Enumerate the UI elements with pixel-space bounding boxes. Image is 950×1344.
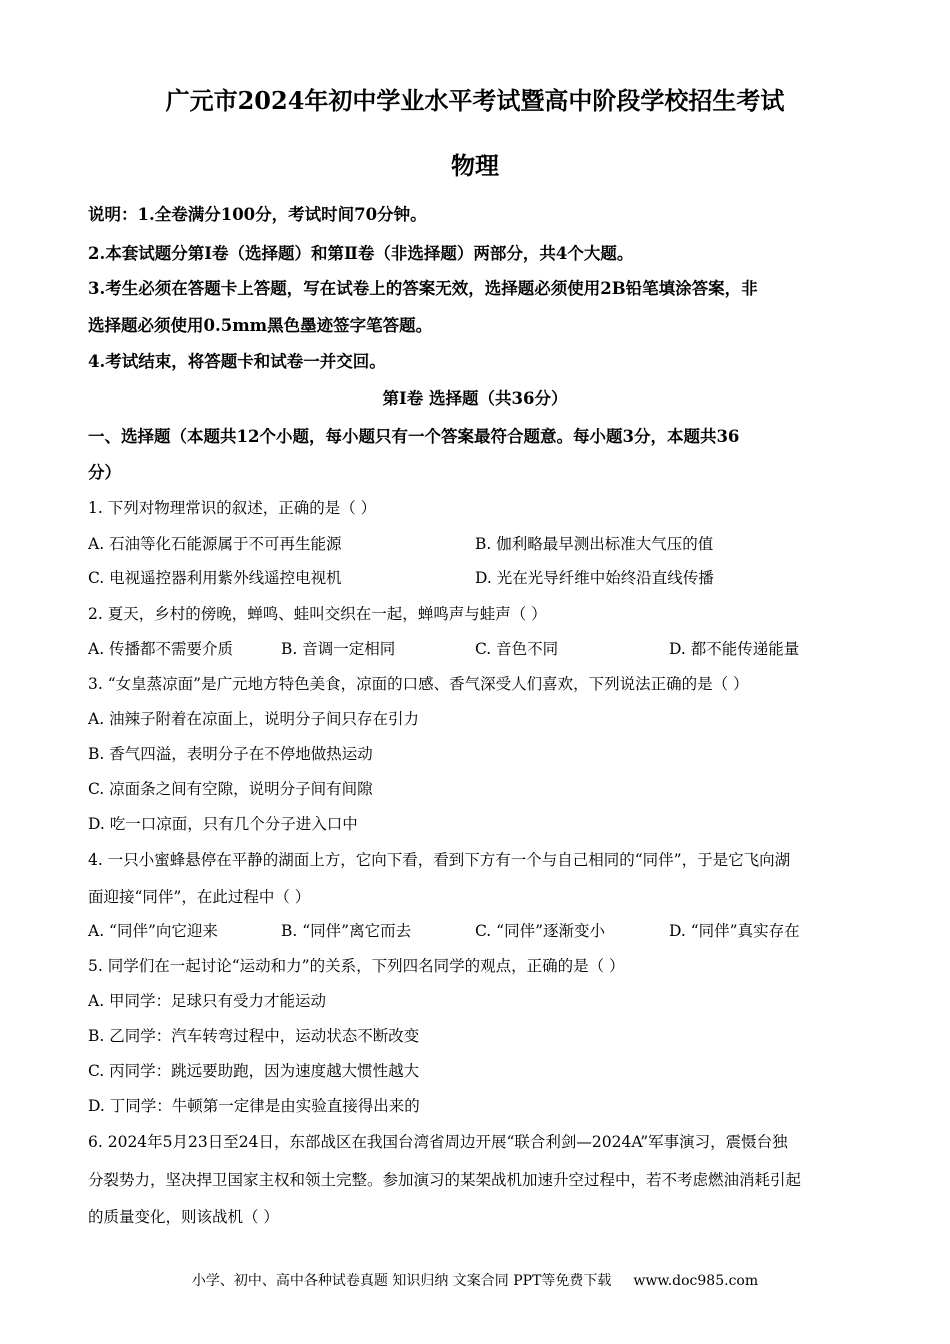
page-footer bbox=[0, 1271, 950, 1291]
question-4-option-c: C. “同伴”逐渐变小 bbox=[475, 922, 606, 940]
question-4-stem-cont: 面迎接“同伴”，在此过程中（ ） bbox=[88, 888, 311, 906]
instruction-3: 3.考生必须在答题卡上答题，写在试卷上的答案无效，选择题必须使用2B铅笔填涂答案，非 bbox=[88, 279, 758, 298]
question-1-option-b: B. 伽利略最早测出标准大气压的值 bbox=[475, 535, 714, 553]
question-5-option-a: A. 甲同学：足球只有受力才能运动 bbox=[88, 992, 327, 1010]
footer-text: 小学、初中、高中各种试卷真题 知识归纳 文案合同 PPT等免费下载 bbox=[191, 1273, 612, 1289]
question-3-option-a: A. 油辣子附着在凉面上，说明分子间只存在引力 bbox=[88, 710, 420, 728]
question-6-stem-cont-2: 的质量变化，则该战机（ ） bbox=[88, 1208, 279, 1226]
question-2-option-c: C. 音色不同 bbox=[475, 640, 559, 658]
question-4-option-d: D. “同伴”真实存在 bbox=[669, 922, 800, 940]
question-1-stem: 1. 下列对物理常识的叙述，正确的是（ ） bbox=[88, 499, 377, 517]
question-2-stem: 2. 夏天，乡村的傍晚，蝉鸣、蛙叫交织在一起，蝉鸣声与蛙声（ ） bbox=[88, 605, 547, 623]
question-5-stem: 5. 同学们在一起讨论“运动和力”的关系，下列四名同学的观点，正确的是（ ） bbox=[88, 957, 625, 975]
subject-title: 物理 bbox=[451, 151, 499, 180]
question-3-option-c: C. 凉面条之间有空隙，说明分子间有间隙 bbox=[88, 780, 373, 798]
footer-url[interactable]: www.doc985.com bbox=[633, 1273, 759, 1289]
instruction-2: 2.本套试题分第Ⅰ卷（选择题）和第Ⅱ卷（非选择题）两部分，共4个大题。 bbox=[88, 244, 634, 263]
question-1-option-a: A. 石油等化石能源属于不可再生能源 bbox=[88, 535, 342, 553]
question-2-option-a: A. 传播都不需要介质 bbox=[88, 640, 234, 658]
question-4-stem: 4. 一只小蜜蜂悬停在平静的湖面上方，它向下看，看到下方有一个与自己相同的“同伴”，于是它飞向湖 bbox=[88, 851, 791, 869]
question-2-option-d: D. 都不能传递能量 bbox=[669, 640, 800, 658]
question-6-stem: 6. 2024年5月23日至24日，东部战区在我国台湾省周边开展“联合利剑—2024A”军事演习，震慑台独 bbox=[88, 1133, 788, 1151]
section-heading: 一、选择题（本题共12个小题，每小题只有一个答案最符合题意。每小题3分，本题共36 bbox=[88, 427, 740, 446]
question-2-option-b: B. 音调一定相同 bbox=[281, 640, 396, 658]
part-title: 第Ⅰ卷 选择题（共36分） bbox=[382, 389, 568, 408]
question-5-option-d: D. 丁同学：牛顿第一定律是由实验直接得出来的 bbox=[88, 1097, 420, 1115]
question-5-option-c: C. 丙同学：跳远要助跑，因为速度越大惯性越大 bbox=[88, 1062, 420, 1080]
question-4-option-b: B. “同伴”离它而去 bbox=[281, 922, 412, 940]
exam-title: 广元市2024年初中学业水平考试暨高中阶段学校招生考试 bbox=[165, 86, 785, 115]
instruction-1: 说明：1.全卷满分100分，考试时间70分钟。 bbox=[88, 205, 427, 224]
question-4-option-a: A. “同伴”向它迎来 bbox=[88, 922, 218, 940]
question-1-option-c: C. 电视遥控器利用紫外线遥控电视机 bbox=[88, 569, 342, 587]
question-3-option-b: B. 香气四溢，表明分子在不停地做热运动 bbox=[88, 745, 373, 763]
instruction-4: 4.考试结束，将答题卡和试卷一并交回。 bbox=[88, 352, 386, 371]
question-3-option-d: D. 吃一口凉面，只有几个分子进入口中 bbox=[88, 815, 358, 833]
question-1-option-d: D. 光在光导纤维中始终沿直线传播 bbox=[475, 569, 714, 587]
section-heading-cont: 分） bbox=[88, 463, 121, 482]
question-6-stem-cont-1: 分裂势力，坚决捍卫国家主权和领土完整。参加演习的某架战机加速升空过程中，若不考虑燃油消耗引起 bbox=[88, 1171, 802, 1189]
question-5-option-b: B. 乙同学：汽车转弯过程中，运动状态不断改变 bbox=[88, 1027, 420, 1045]
instruction-3-cont: 选择题必须使用0.5mm黑色墨迹签字笔答题。 bbox=[88, 316, 433, 335]
question-3-stem: 3. “女皇蒸凉面”是广元地方特色美食，凉面的口感、香气深受人们喜欢，下列说法正确的是（ ） bbox=[88, 675, 749, 693]
